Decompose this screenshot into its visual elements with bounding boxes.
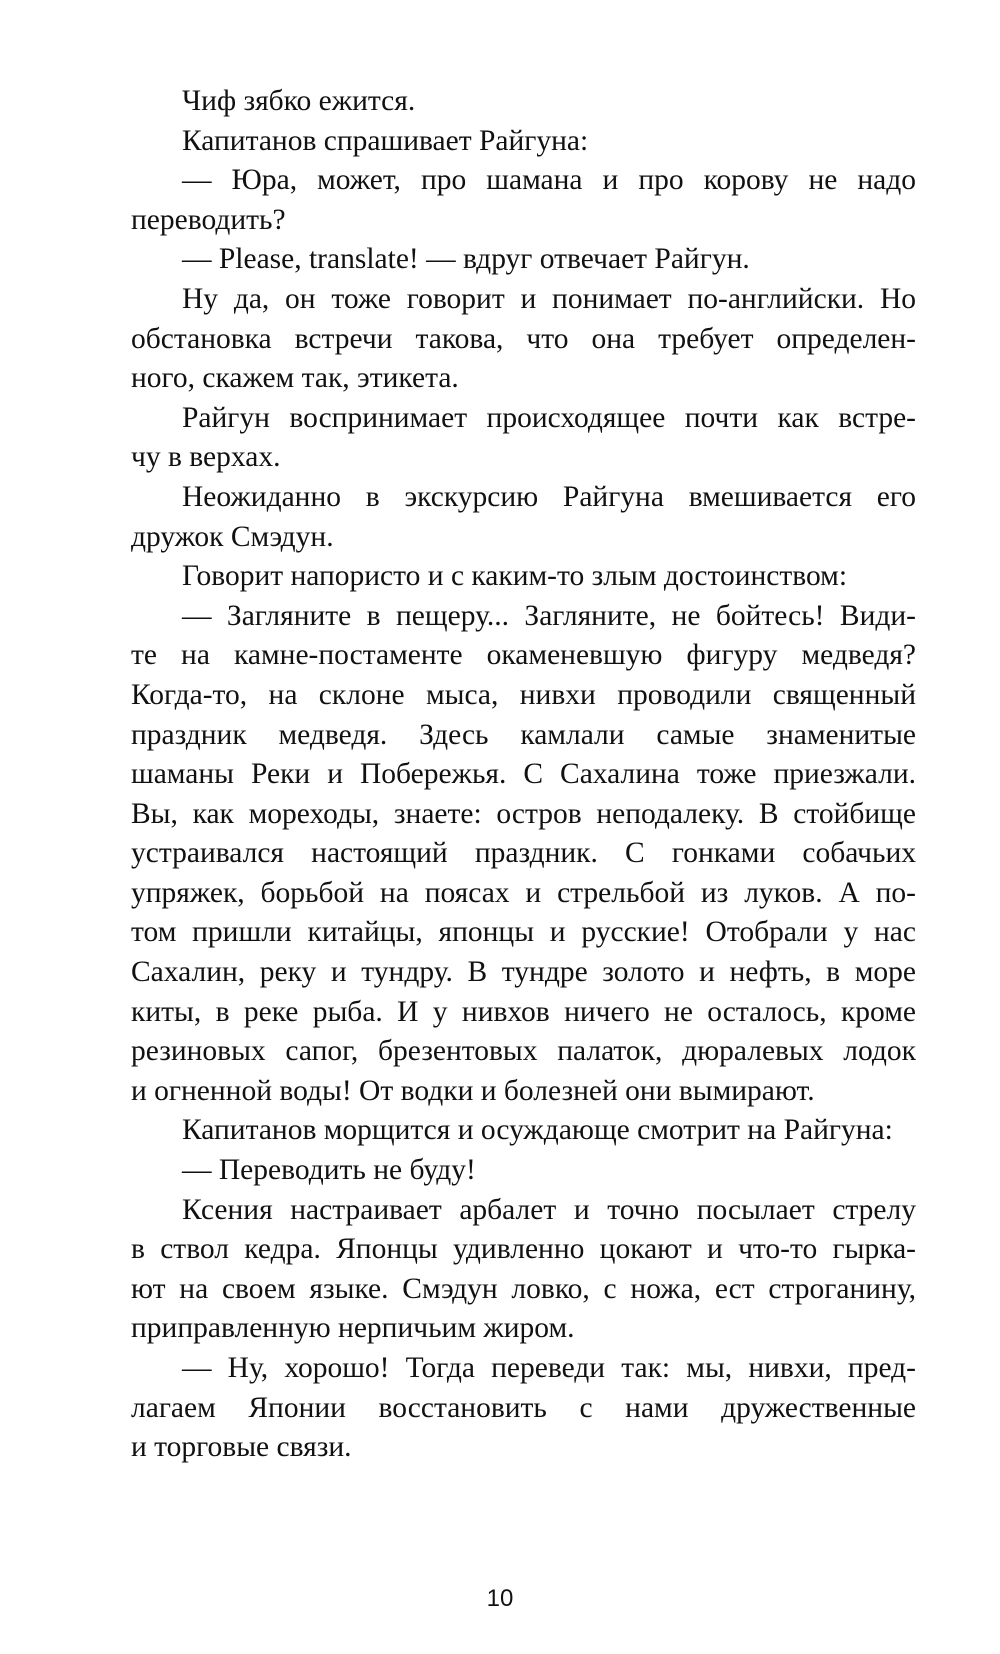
text-line: — Ну, хорошо! Тогда переведи так: мы, нивхи, пред- [182,1352,916,1384]
paragraph [131,161,916,240]
text-line: киты, в реке рыба. И у нивхов ничего не осталось, кроме [131,995,916,1028]
text-line: — Юра, может, про шамана и про корову не надо [182,164,916,197]
paragraph [131,597,916,1112]
paragraph [131,399,916,478]
paragraph [131,1191,916,1349]
text-line: — Загляните в пещеру... Загляните, не бойтесь! Види- [182,599,916,632]
text-line: Говорит напористо и с каким-то злым достоинством: [182,560,848,593]
text-line: Ну да, он тоже говорит и понимает по-английски. Но [182,282,916,315]
text-line: и огненной воды! От водки и болезней они вымирают. [131,1074,815,1107]
text-line: дружок Смэдун. [131,520,334,553]
paragraph [131,280,916,399]
text-line: устраивался настоящий праздник. С гонками собачьих [131,837,916,870]
text-line: Когда-то, на склоне мыса, нивхи проводили священный [131,678,916,711]
paragraph [131,82,916,122]
text-line: упряжек, борьбой на поясах и стрельбой из луков. А по- [131,876,916,909]
text-line: Неожиданно в экскурсию Райгуна вмешивается его [182,480,916,513]
text-line: в ствол кедра. Японцы удивленно цокают и что-то гырка- [131,1233,916,1266]
text-line: и торговые связи. [131,1431,352,1464]
text-line: чу в верхах. [131,441,281,474]
text-line: обстановка встречи такова, что она требует определен- [131,322,916,355]
text-line: — Переводить не буду! [182,1154,476,1187]
paragraph [131,557,916,597]
paragraph [131,1111,916,1151]
text-line: — Please, translate! — вдруг отвечает Райгун. [182,243,750,276]
text-line: ного, скажем так, этикета. [131,362,459,395]
text-line: резиновых сапог, брезентовых палаток, дюралевых лодок [131,1035,916,1068]
text-line: Вы, как мореходы, знаете: остров неподалеку. В стойбище [131,797,916,830]
text-line: шаманы Реки и Побережья. С Сахалина тоже приезжали. [131,758,916,791]
paragraph [131,478,916,557]
paragraph [131,1151,916,1191]
text-line: Сахалин, реку и тундру. В тундре золото и нефть, в море [131,956,916,989]
text-line: Райгун воспринимает происходящее почти как встре- [182,401,916,434]
text-line: Капитанов морщится и осуждающе смотрит на Райгуна: [182,1114,893,1147]
text-line: переводить? [131,203,286,236]
text-line: Капитанов спрашивает Райгуна: [182,124,589,157]
text-line: приправленную нерпичьим жиром. [131,1312,575,1345]
page-number: 10 [486,1585,514,1612]
paragraph [131,240,916,280]
text-line: лагаем Японии восстановить с нами дружественные [131,1391,916,1424]
text-line: Ксения настраивает арбалет и точно посылает стрелу [182,1193,916,1226]
text-line: том пришли китайцы, японцы и русские! Отобрали у нас [131,916,916,949]
book-page-text [131,82,916,1468]
paragraph [131,122,916,162]
text-line: праздник медведя. Здесь камлали самые знаменитые [131,718,916,751]
text-line: Чиф зябко ежится. [182,85,416,117]
text-line: ют на своем языке. Смэдун ловко, с ножа, ест строганину, [131,1272,916,1305]
text-line: те на камне-постаменте окаменевшую фигуру медведя? [131,639,916,672]
paragraph [131,1349,916,1468]
